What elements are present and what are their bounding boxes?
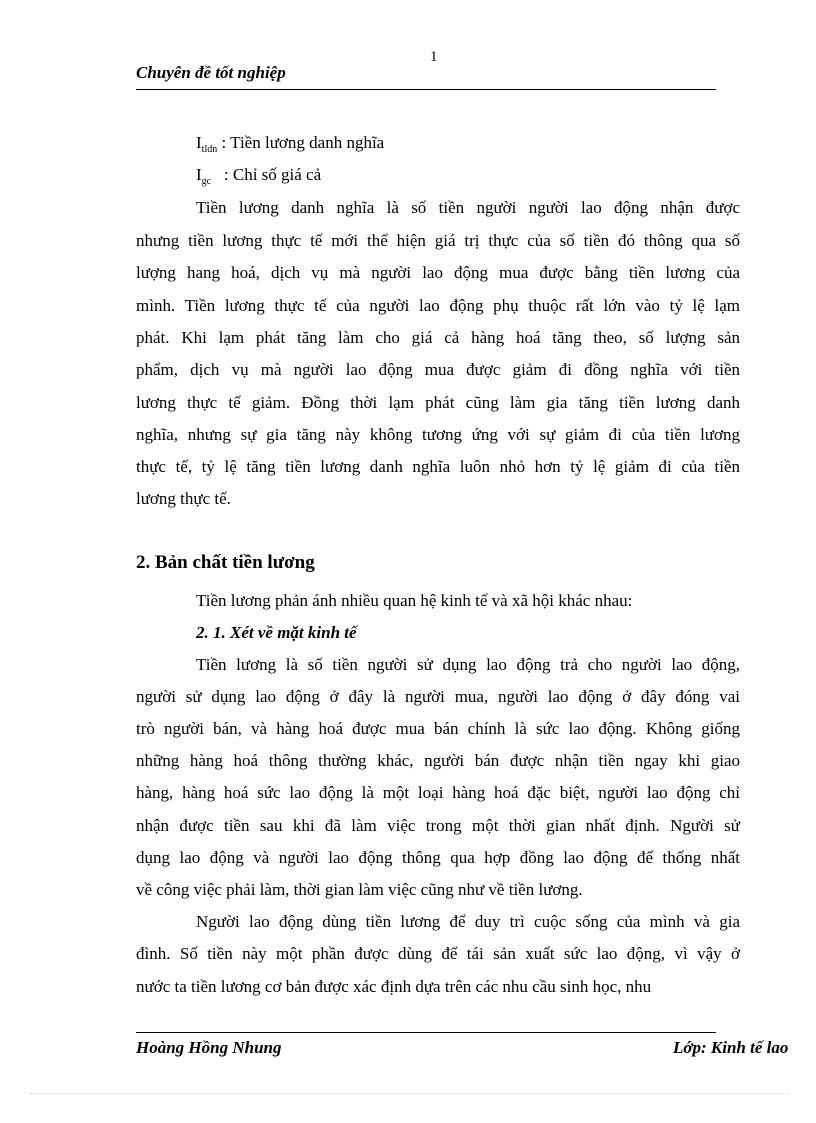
section-heading: 2. Bản chất tiền lương bbox=[136, 552, 315, 573]
paragraph-line: hàng, hàng hoá sức lao động là một loại hàng hoá đặc biệt, người lao động chỉ bbox=[136, 783, 740, 802]
paragraph-line: trò người bán, và hàng hoá được mua bán chính là sức lao động. Không giống bbox=[136, 719, 740, 738]
footer-class: Lớp: Kinh tế lao bbox=[673, 1038, 789, 1057]
paragraph-line: nhận được tiền sau khi đã làm việc trong một thời gian nhất định. Người sử bbox=[136, 816, 740, 835]
footer-author: Hoàng Hồng Nhung bbox=[136, 1038, 282, 1057]
paragraph-line: người sử dụng lao động ở đây là người mua, người lao động ở đây đóng vai bbox=[136, 687, 740, 706]
paragraph-line: phát. Khi lạm phát tăng làm cho giá cả hàng hoá tăng theo, số lượng sản bbox=[136, 328, 740, 347]
subsection-heading: 2. 1. Xét về mặt kinh tế bbox=[196, 623, 357, 642]
definition-separator: : bbox=[221, 133, 227, 152]
definition-subscript: tldn bbox=[201, 144, 218, 155]
definition-text: Chỉ số giá cả bbox=[232, 165, 322, 184]
paragraph-line: thực tế, tỷ lệ tăng tiền lương danh nghĩa luôn nhỏ hơn tỷ lệ giảm đi của tiền bbox=[136, 457, 740, 476]
paragraph-line: đình. Số tiền này một phần được dùng để tái sản xuất sức lao động, vì vậy ở bbox=[136, 944, 740, 963]
paragraph-line: lương thực tế. bbox=[136, 489, 231, 508]
paragraph-line: Tiền lương danh nghĩa là số tiền người người lao động nhận được bbox=[196, 198, 740, 217]
definition-symbol: I bbox=[196, 133, 202, 152]
paragraph-line: dụng lao động và người lao động thông qua hợp đồng lao động để thống nhất bbox=[136, 848, 740, 867]
paragraph-line: lương thực tế giảm. Đồng thời lạm phát cũng làm gia tăng tiền lương danh bbox=[136, 393, 740, 412]
paragraph-line: về công việc phải làm, thời gian làm việc cũng như về tiền lương. bbox=[136, 880, 583, 899]
paragraph-line: Người lao động dùng tiền lương để duy trì cuộc sống của mình và gia bbox=[196, 912, 740, 931]
definition-text: Tiền lương danh nghĩa bbox=[230, 133, 385, 152]
page-number: 1 bbox=[430, 49, 438, 65]
definition-symbol: I bbox=[196, 165, 202, 184]
paragraph-line: những hàng hoá thông thường khác, người bán được nhận tiền ngay khi giao bbox=[136, 751, 740, 770]
page-bottom-divider bbox=[30, 1093, 790, 1094]
document-body bbox=[136, 0, 740, 1000]
header-title: Chuyên đề tốt nghiệp bbox=[136, 63, 286, 82]
paragraph-line: nước ta tiền lương cơ bản được xác định dựa trên các nhu cầu sinh học, nhu bbox=[136, 977, 652, 996]
paragraph-line: nghĩa, nhưng sự gia tăng này không tương ứng với sự giảm đi của tiền lương bbox=[136, 425, 740, 444]
paragraph-line: lượng hang hoá, dịch vụ mà người lao động mua được bằng tiền lương của bbox=[136, 263, 740, 282]
footer-rule bbox=[136, 1032, 716, 1033]
definition-item bbox=[196, 133, 740, 156]
definition-item bbox=[196, 165, 740, 188]
definition-subscript: gc bbox=[201, 176, 212, 187]
paragraph-line: phẩm, dịch vụ mà người lao động mua được giảm đi đồng nghĩa với tiền bbox=[136, 360, 740, 379]
paragraph-line: Tiền lương là số tiền người sử dụng lao động trả cho người lao động, bbox=[196, 655, 740, 674]
paragraph-line: nhưng tiền lương thực tế mới thể hiện giá trị thực của số tiền đó thông qua số bbox=[136, 231, 740, 250]
paragraph-line: mình. Tiền lương thực tế của người lao động phụ thuộc rất lớn vào tỷ lệ lạm bbox=[136, 296, 740, 315]
section-intro: Tiền lương phản ánh nhiều quan hệ kinh tế và xã hội khác nhau: bbox=[196, 591, 633, 610]
definition-separator: : bbox=[223, 165, 229, 184]
